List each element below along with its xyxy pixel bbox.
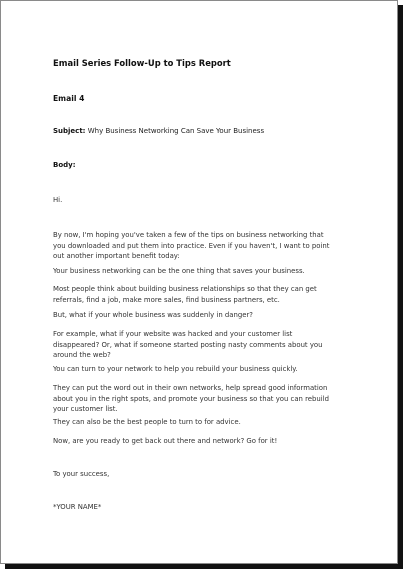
email-number: Email 4 xyxy=(53,94,85,103)
paragraph-line: Most people think about building business relationships so that they can get xyxy=(53,285,317,293)
paragraph-line: *YOUR NAME* xyxy=(53,503,102,511)
body-paragraph xyxy=(53,383,373,415)
paragraph-line: out another important benefit today: xyxy=(53,252,180,261)
paragraph-line: disappeared? Or, what if someone started posting nasty comments about you xyxy=(53,340,323,349)
body-paragraph xyxy=(53,284,373,305)
paragraph-line: They can also be the best people to turn to for advice. xyxy=(53,418,241,426)
document-title: Email Series Follow-Up to Tips Report xyxy=(53,58,231,68)
paragraph-line: By now, I'm hoping you've taken a few of the tips on business networking that xyxy=(53,231,324,239)
paragraph-line: Hi. xyxy=(53,196,63,204)
body-label: Body: xyxy=(53,161,76,169)
greeting-paragraph xyxy=(53,195,373,206)
paragraph-line: around the web? xyxy=(53,351,111,360)
subject-label: Subject: xyxy=(53,127,86,135)
paragraph-line: you downloaded and put them into practice. Even if you haven't, I want to point xyxy=(53,241,330,250)
paragraph-line: Your business networking can be the one thing that saves your business. xyxy=(53,267,305,275)
paragraph-line: For example, what if your website was hacked and your customer list xyxy=(53,330,293,338)
closing-line xyxy=(53,469,373,480)
paragraph-line: your customer list. xyxy=(53,405,118,414)
paragraph-line: But, what if your whole business was suddenly in danger? xyxy=(53,311,253,319)
body-paragraph xyxy=(53,364,373,375)
body-paragraph xyxy=(53,436,373,447)
paragraph-line: To your success, xyxy=(53,470,110,478)
paragraph-line: You can turn to your network to help you rebuild your business quickly. xyxy=(53,365,298,373)
paragraph-line: They can put the word out in their own networks, help spread good information xyxy=(53,384,328,392)
body-paragraph xyxy=(53,310,373,321)
paragraph-line: referrals, find a job, make more sales, find business partners, etc. xyxy=(53,295,280,304)
body-paragraph xyxy=(53,329,373,361)
signature-placeholder xyxy=(53,502,373,513)
subject-line xyxy=(53,127,264,135)
paragraph-line: Now, are you ready to get back out there and network? Go for it! xyxy=(53,437,278,445)
subject-text: Why Business Networking Can Save Your Business xyxy=(87,127,265,135)
body-paragraph xyxy=(53,417,373,428)
body-paragraph xyxy=(53,266,373,277)
body-paragraph xyxy=(53,230,373,262)
paragraph-line: about you in the right spots, and promote your business so that you can rebuild xyxy=(53,394,329,403)
